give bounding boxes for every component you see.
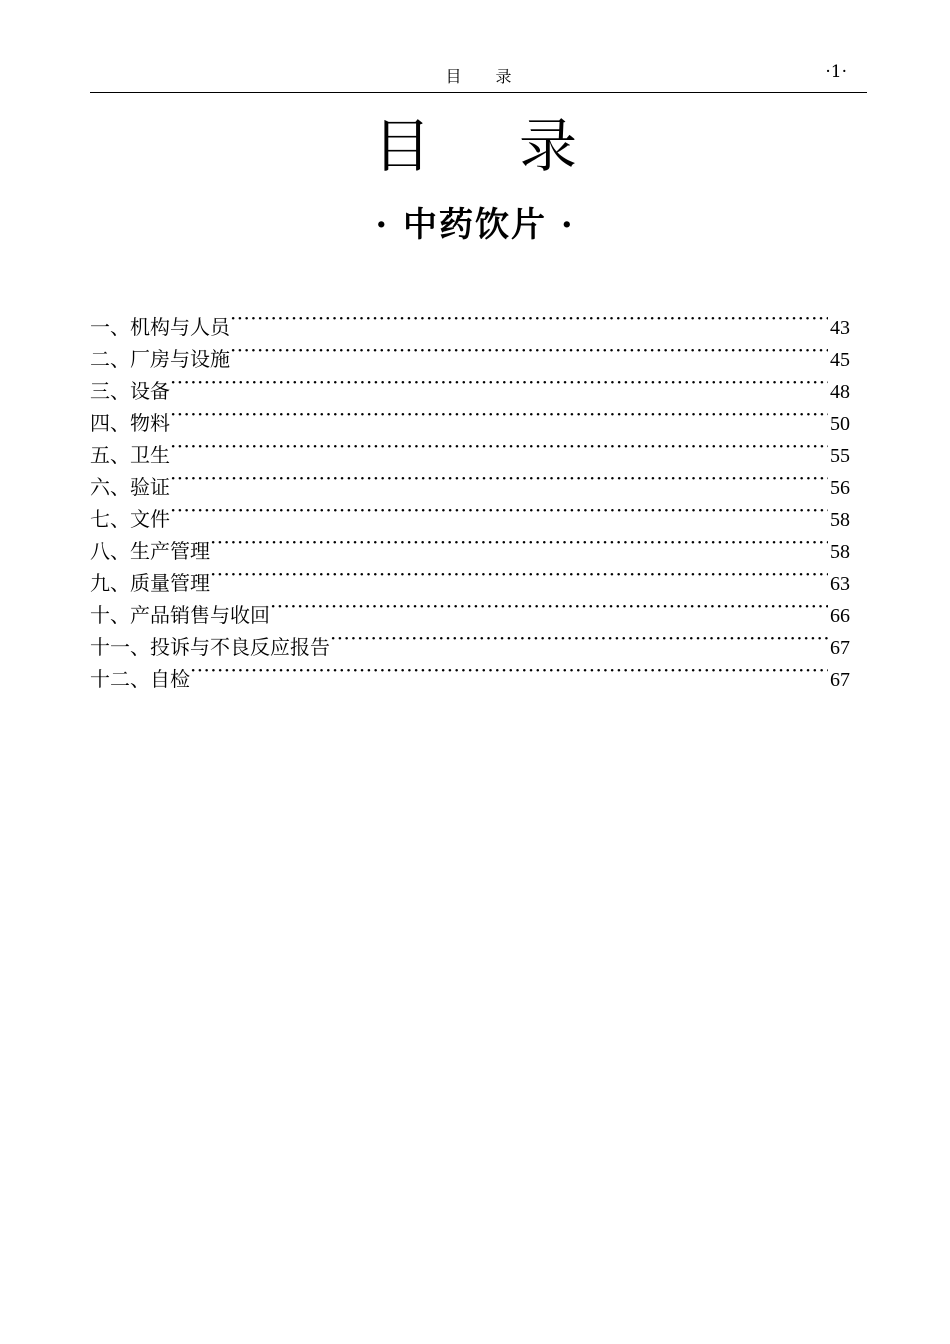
running-header <box>90 60 867 93</box>
toc-entry-page[interactable]: 43 <box>830 317 850 339</box>
toc-entry-page[interactable]: 63 <box>830 573 850 595</box>
toc-dot-leader <box>170 430 828 462</box>
section-title: · 中药饮片 · <box>375 205 575 245</box>
toc-entry-page[interactable]: 50 <box>830 413 850 435</box>
toc-entry[interactable] <box>90 366 850 403</box>
toc-entry-label[interactable]: 三、设备 <box>90 379 170 403</box>
toc-entry-page[interactable]: 67 <box>830 637 850 659</box>
toc-entry[interactable] <box>90 526 850 563</box>
toc-entry[interactable] <box>90 398 850 435</box>
running-title <box>90 64 867 87</box>
toc-entry-label[interactable]: 一、机构与人员 <box>90 315 230 339</box>
toc-dot-leader <box>230 334 828 366</box>
toc-entry-label[interactable]: 十、产品销售与收回 <box>90 603 270 627</box>
toc-entry-label[interactable]: 七、文件 <box>90 507 170 531</box>
toc-dot-leader <box>210 526 828 558</box>
toc-dot-leader <box>210 558 828 590</box>
toc-entry-label[interactable]: 五、卫生 <box>90 443 170 467</box>
page-number: ·1· <box>825 62 847 82</box>
toc-entry-page[interactable]: 67 <box>830 669 850 691</box>
toc-entry-page[interactable]: 66 <box>830 605 850 627</box>
toc-entry-label[interactable]: 二、厂房与设施 <box>90 347 230 371</box>
toc-dot-leader <box>270 590 828 622</box>
toc-entry-label[interactable]: 六、验证 <box>90 475 170 499</box>
toc-entry[interactable] <box>90 302 850 339</box>
toc-dot-leader <box>170 462 828 494</box>
running-title-left: 目 <box>445 67 462 86</box>
running-title-right: 录 <box>495 67 512 86</box>
toc-entry-page[interactable]: 45 <box>830 349 850 371</box>
toc-dot-leader <box>170 366 828 398</box>
toc-entry[interactable] <box>90 494 850 531</box>
table-of-contents <box>90 302 850 691</box>
toc-entry[interactable] <box>90 430 850 467</box>
toc-entry-page[interactable]: 58 <box>830 509 850 531</box>
toc-entry-label[interactable]: 八、生产管理 <box>90 539 210 563</box>
page-title <box>0 108 950 184</box>
toc-entry-label[interactable]: 四、物料 <box>90 411 170 435</box>
toc-dot-leader <box>330 622 828 654</box>
page-title-left: 目 <box>372 112 431 180</box>
toc-entry-page[interactable]: 55 <box>830 445 850 467</box>
toc-dot-leader <box>230 302 828 334</box>
toc-dot-leader <box>190 654 828 686</box>
toc-entry-label[interactable]: 十二、自检 <box>90 667 190 691</box>
toc-entry-page[interactable]: 58 <box>830 541 850 563</box>
toc-entry-label[interactable]: 九、质量管理 <box>90 571 210 595</box>
page-title-right: 录 <box>519 112 578 180</box>
toc-entry-page[interactable]: 48 <box>830 381 850 403</box>
toc-entry-page[interactable]: 56 <box>830 477 850 499</box>
toc-entry[interactable] <box>90 462 850 499</box>
toc-dot-leader <box>170 398 828 430</box>
toc-entry[interactable] <box>90 654 850 691</box>
toc-entry-label[interactable]: 十一、投诉与不良反应报告 <box>90 635 330 659</box>
toc-dot-leader <box>170 494 828 526</box>
